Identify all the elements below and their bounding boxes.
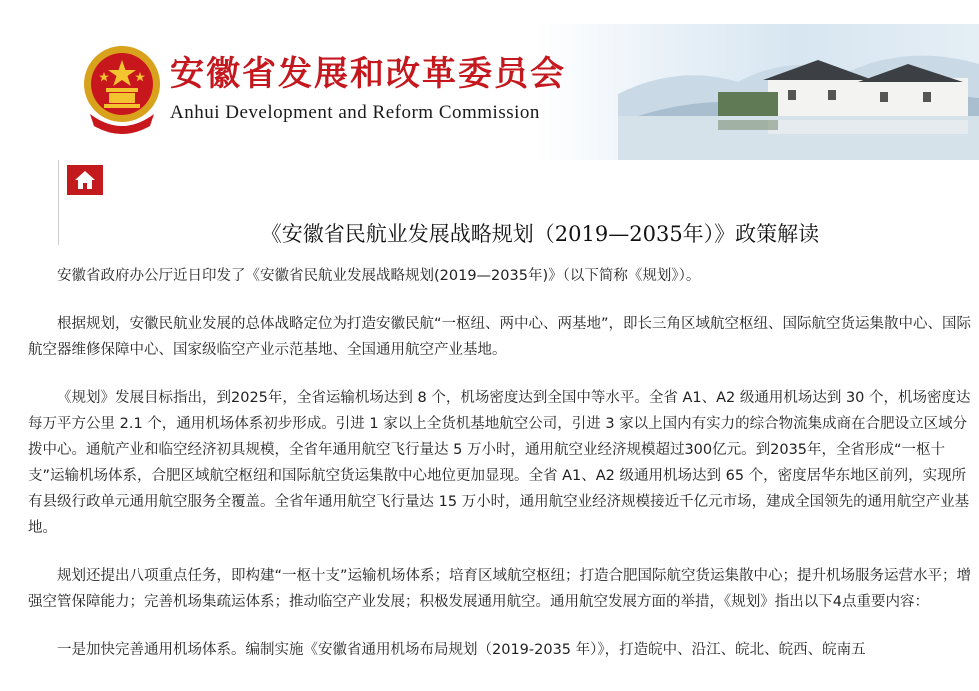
site-title-cn: 安徽省发展和改革委员会 — [170, 54, 566, 94]
site-header-banner — [58, 24, 979, 160]
article-paragraph: 《规划》发展目标指出，到2025年，全省运输机场达到 8 个，机场密度达到全国中等水平。全省 A1、A2 级通用机场达到 30 个，机场密度达每万平方公里 2.1 个，通用机场体系初步形成。引进 1 家以上全货机基地航空公司，引进 3 家以上国内有实力的综合物流集成商在合肥设立区域分拨中心。通航产业和临空经济初具规模，全省年通用航空飞行量达 5 万小时，通用航空业经济规模超过300亿元。到2035年，全省形成“一枢十支”运输机场体系，合肥区域航空枢纽和国际航空货运集散中心地位更加显现。全省 A1、A2 级通用机场达到 65 个，密度居华东地区前列，实现所有县级行政单元通用航空服务全覆盖。全省年通用航空飞行量达 15 万小时，通用航空业经济规模接近千亿元市场，建成全国领先的通用航空产业基地。 — [28, 390, 971, 536]
article-paragraph: 根据规划，安徽民航业发展的总体战略定位为打造安徽民航“一枢纽、两中心、两基地”，即长三角区域航空枢纽、国际航空货运集散中心、国际航空器维修保障中心、国家级临空产业示范基地、全国通用航空产业基地。 — [28, 316, 972, 358]
site-title-en: Anhui Development and Reform Commission — [170, 102, 540, 123]
article-paragraph: 规划还提出八项重点任务，即构建“一枢十支”运输机场体系；培育区域航空枢纽；打造合肥国际航空货运集散中心；提升机场服务运营水平；增强空管保障能力；完善机场集疏运体系；推动临空产业发展；积极发展通用航空。通用航空发展方面的举措，《规划》指出以下4点重要内容： — [28, 568, 972, 610]
article-title: 《安徽省民航业发展战略规划（2019—2035年）》政策解读 — [260, 222, 820, 246]
article-paragraph: 一是加快完善通用机场体系。编制实施《安徽省通用机场布局规划（2019-2035 年）》，打造皖中、沿江、皖北、皖西、皖南五 — [57, 642, 866, 658]
article-paragraph: 安徽省政府办公厅近日印发了《安徽省民航业发展战略规划(2019—2035年)》（以下简称《规划》）。 — [57, 268, 701, 284]
home-button[interactable] — [67, 165, 103, 195]
national-emblem-icon — [82, 42, 162, 138]
article-body — [28, 263, 974, 685]
home-icon — [74, 170, 96, 190]
page-left-rule — [58, 160, 59, 245]
banner-scenery-image — [618, 24, 979, 160]
